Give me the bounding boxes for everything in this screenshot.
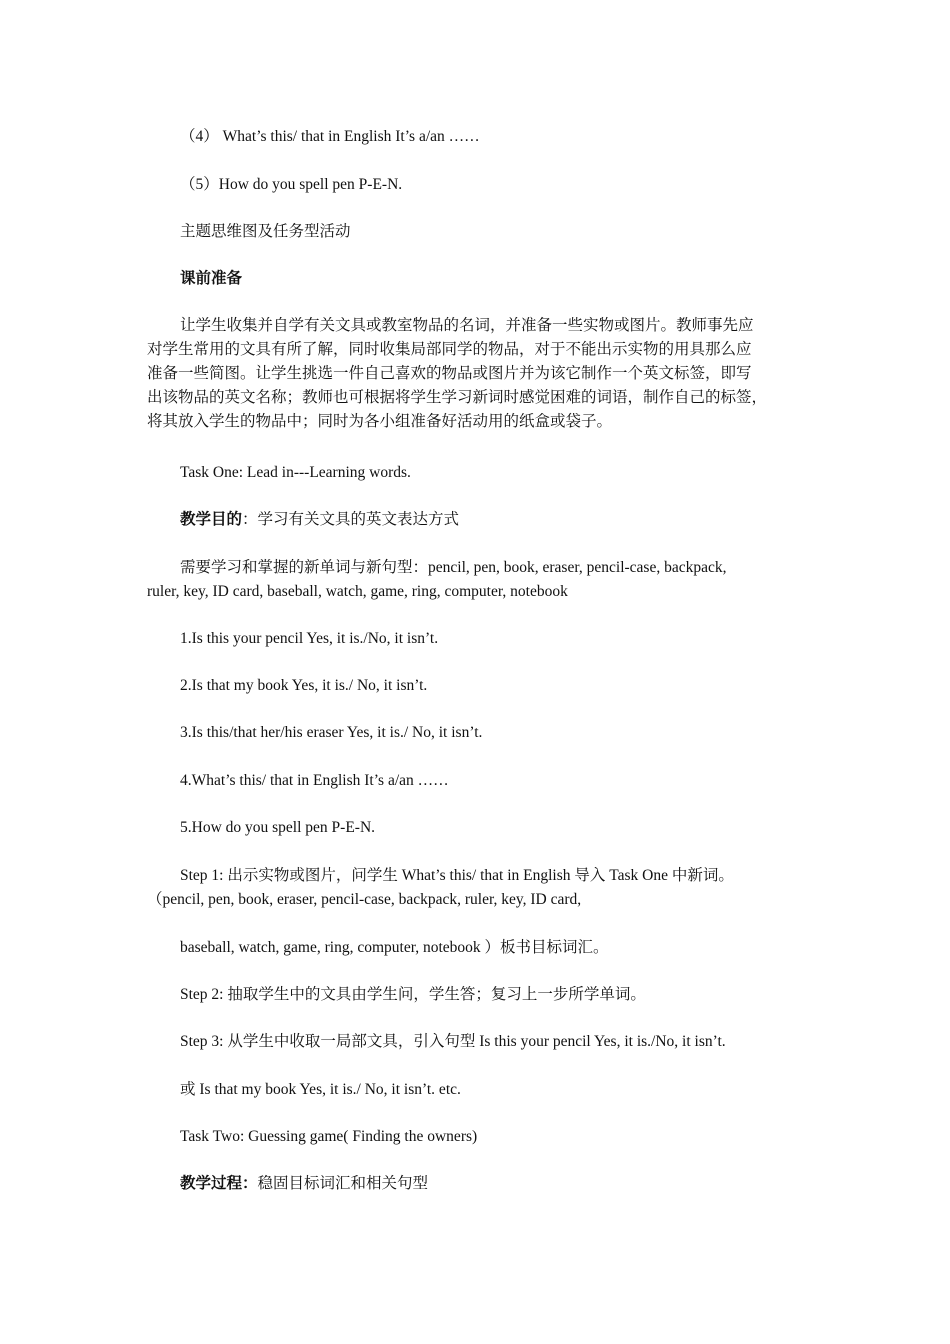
sentence-2: 2.Is that my book Yes, it is./ No, it isn’t. [180, 677, 428, 694]
section-heading: 主题思维图及任务型活动 [180, 223, 351, 240]
step-3: Step 3: 从学生中收取一局部文具，引入句型 Is this your pencil Yes, it is./No, it isn’t. [180, 1033, 726, 1050]
step-1-continued: baseball, watch, game, ring, computer, notebook ）板书目标词汇。 [180, 939, 609, 956]
teaching-goal [180, 508, 459, 532]
sentence-1: 1.Is this your pencil Yes, it is./No, it isn’t. [180, 630, 439, 647]
teaching-process [180, 1172, 428, 1196]
prep-heading: 课前准备 [180, 270, 243, 287]
paragraph-line: ruler, key, ID card, baseball, watch, game, ring, computer, notebook [147, 583, 568, 600]
paragraph-line: 让学生收集并自学有关文具或教室物品的名词，并准备一些实物或图片。教师事先应 [180, 317, 754, 334]
paragraph-line: 需要学习和掌握的新单词与新句型：pencil, pen, book, eraser, pencil-case, backpack, [180, 559, 727, 576]
paragraph-line: （pencil, pen, book, eraser, pencil-case, backpack, ruler, key, ID card, [147, 891, 582, 908]
sentence-5: 5.How do you spell pen P-E-N. [180, 819, 376, 836]
goal-text: ：学习有关文具的英文表达方式 [242, 511, 460, 528]
process-label: 教学过程： [180, 1175, 258, 1192]
paragraph-line: Step 1: 出示实物或图片，问学生 What’s this/ that in English 导入 Task One 中新词。 [180, 867, 734, 884]
process-text: 稳固目标词汇和相关句型 [257, 1175, 429, 1192]
paragraph-line: 准备一些简图。让学生挑选一件自己喜欢的物品或图片并为该它制作一个英文标签，即写 [147, 365, 752, 382]
step-3-continued: 或 Is that my book Yes, it is./ No, it isn’t. etc. [180, 1081, 461, 1098]
task-two-title: Task Two: Guessing game( Finding the owners) [180, 1128, 478, 1145]
goal-label: 教学目的 [180, 511, 243, 528]
item-4: （4） What’s this/ that in English It’s a/an …… [180, 128, 480, 145]
sentence-4: 4.What’s this/ that in English It’s a/an …… [180, 772, 449, 789]
task-one-title: Task One: Lead in---Learning words. [180, 464, 411, 481]
vocab-paragraph [147, 556, 812, 604]
paragraph-line: 对学生常用的文具有所了解，同时收集局部同学的物品，对于不能出示实物的用具那么应 [147, 341, 752, 358]
step-1 [147, 864, 812, 912]
item-5: （5）How do you spell pen P-E-N. [180, 176, 403, 193]
sentence-3: 3.Is this/that her/his eraser Yes, it is./ No, it isn’t. [180, 724, 483, 741]
prep-paragraph [147, 314, 812, 434]
paragraph-line: 将其放入学生的物品中；同时为各小组准备好活动用的纸盒或袋子。 [147, 413, 613, 430]
paragraph-line: 出该物品的英文名称；教师也可根据将学生学习新词时感觉困难的词语，制作自己的标签， [147, 389, 768, 406]
step-2: Step 2: 抽取学生中的文具由学生问，学生答；复习上一步所学单词。 [180, 986, 646, 1003]
